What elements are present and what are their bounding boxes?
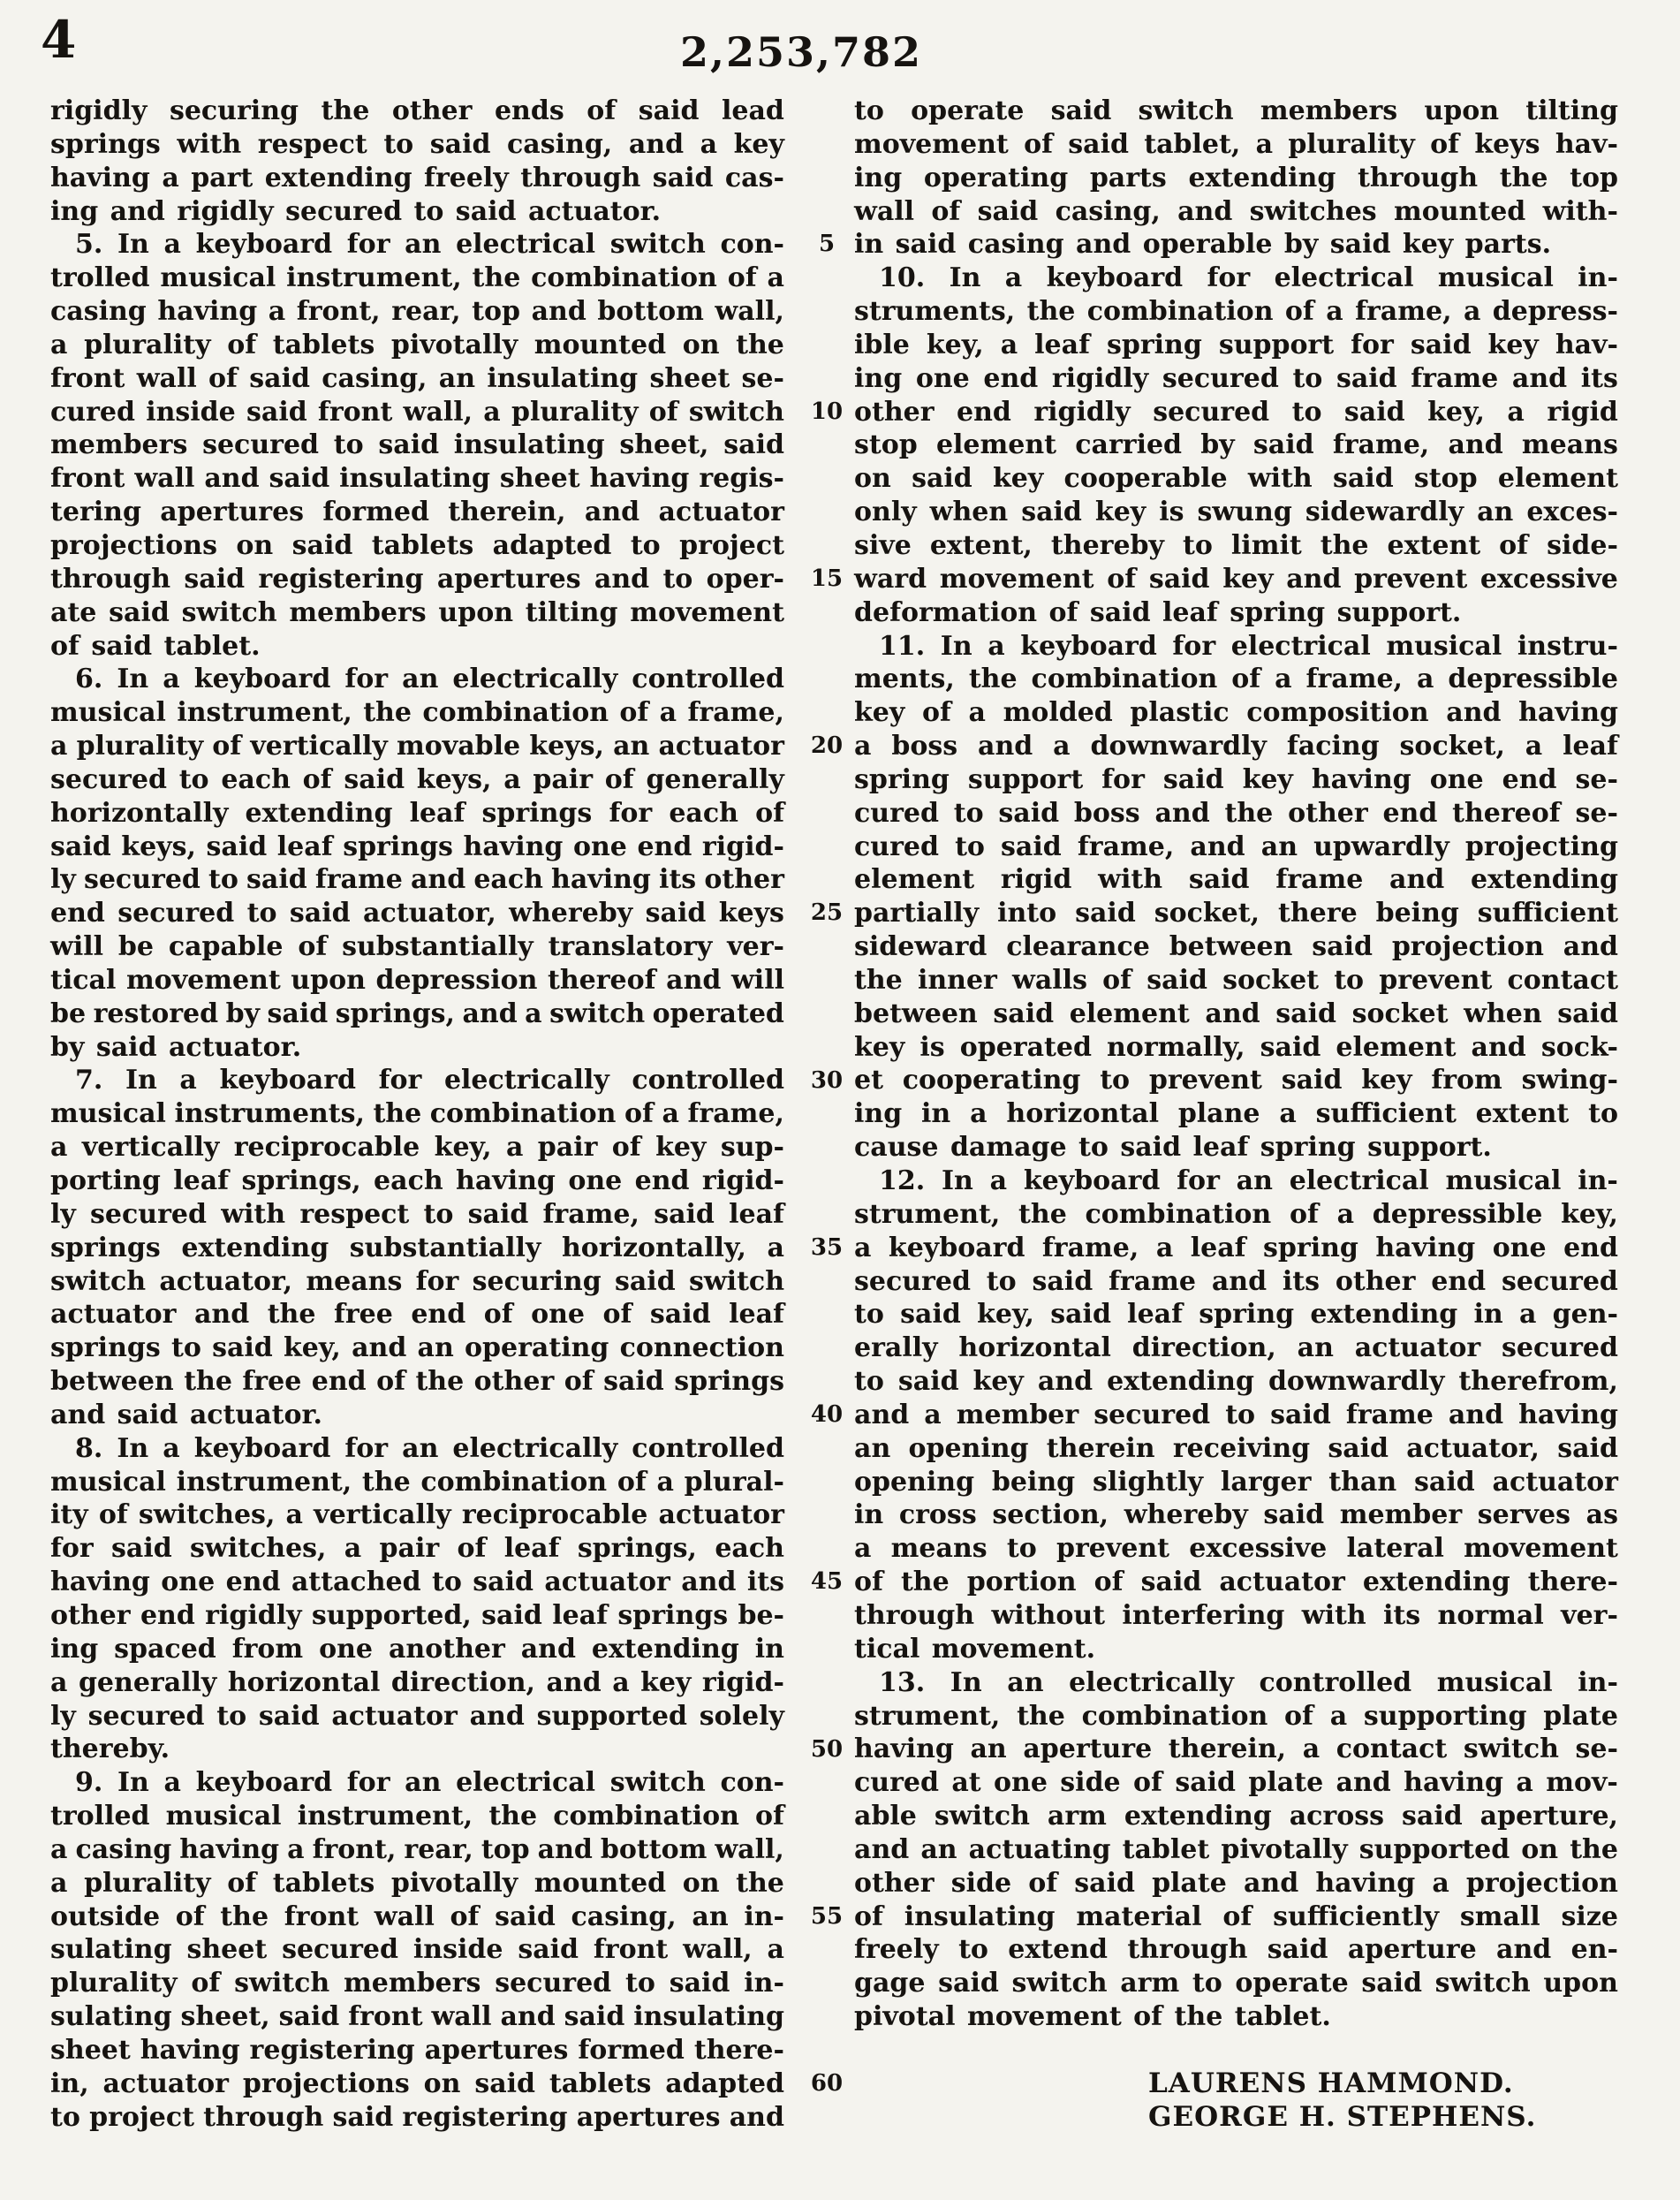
line-number: 25	[810, 899, 844, 927]
text-line: thereby.	[50, 1733, 170, 1765]
line-number: 60	[810, 2070, 844, 2098]
text-line: outside of the front wall of said casing, an in-	[50, 1900, 784, 1932]
line-number: 10	[810, 398, 844, 425]
right-column	[854, 95, 1618, 2133]
text-line: ly secured to said frame and each having its other	[50, 864, 784, 896]
text-line: a casing having a front, rear, top and bottom wall,	[50, 1833, 784, 1865]
text-line: 11. In a keyboard for electrical musical instru-	[879, 630, 1618, 662]
text-line: secured to said frame and its other end secured	[854, 1265, 1618, 1297]
text-line: casing having a front, rear, top and bottom wall,	[50, 296, 784, 328]
text-line: a boss and a downwardly facing socket, a leaf	[854, 731, 1618, 762]
text-line: gage said switch arm to operate said switch upon	[854, 1968, 1618, 1999]
text-line: front wall of said casing, an insulating sheet se-	[50, 362, 784, 394]
text-line: switch actuator, means for securing said switch	[50, 1265, 784, 1297]
text-line: sulating sheet, said front wall and said insulating	[50, 2001, 784, 2033]
text-line: sheet having registering apertures formed there-	[50, 2034, 784, 2066]
text-line: springs extending substantially horizontally, a	[50, 1232, 784, 1263]
text-line: sideward clearance between said projection and	[854, 931, 1618, 963]
text-line: element rigid with said frame and extending	[854, 864, 1618, 896]
text-line: cured to said frame, and an upwardly projecting	[854, 831, 1618, 862]
text-line: actuator and the free end of one of said leaf	[50, 1299, 784, 1331]
text-line: wall of said casing, and switches mounted with-	[854, 195, 1618, 227]
text-line: key is operated normally, said element and sock-	[854, 1031, 1618, 1063]
text-line: other end rigidly supported, said leaf springs be-	[50, 1599, 784, 1631]
text-line: a vertically reciprocable key, a pair of key sup-	[50, 1132, 784, 1164]
text-line: musical instrument, the combination of a frame,	[50, 697, 784, 729]
text-line: et cooperating to prevent said key from swing-	[854, 1065, 1618, 1096]
text-line: ly secured with respect to said frame, said leaf	[50, 1198, 784, 1230]
text-line: plurality of switch members secured to said in-	[50, 1968, 784, 1999]
text-line: having one end attached to said actuator and its	[50, 1567, 784, 1598]
text-line: tical movement.	[854, 1633, 1096, 1665]
text-line: 9. In a keyboard for an electrical switch con-	[75, 1767, 784, 1799]
text-line: musical instruments, the combination of a frame,	[50, 1098, 784, 1130]
text-line: 5. In a keyboard for an electrical switch con-	[75, 229, 784, 261]
text-line: 6. In a keyboard for an electrically controlled	[75, 664, 784, 695]
text-line: rigidly securing the other ends of said lead	[50, 95, 784, 126]
text-line: by said actuator.	[50, 1031, 302, 1063]
text-line: erally horizontal direction, an actuator secured	[854, 1332, 1618, 1364]
text-line: trolled musical instrument, the combination of a	[50, 262, 784, 294]
text-line: through without interfering with its normal ver-	[854, 1599, 1618, 1631]
text-line: pivotal movement of the tablet.	[854, 2001, 1331, 2033]
text-line: a plurality of tablets pivotally mounted on the	[50, 329, 784, 360]
text-line: 8. In a keyboard for an electrically controlled	[75, 1432, 784, 1464]
text-line: an opening therein receiving said actuator, said	[854, 1432, 1618, 1464]
text-line: a generally horizontal direction, and a key rigid-	[50, 1666, 784, 1698]
text-line: front wall and said insulating sheet having regis-	[50, 463, 784, 495]
text-line: and an actuating tablet pivotally supported on the	[854, 1833, 1618, 1865]
text-line: a keyboard frame, a leaf spring having one end	[854, 1232, 1618, 1263]
text-line: projections on said tablets adapted to project	[50, 529, 784, 561]
text-line: on said key cooperable with said stop element	[854, 463, 1618, 495]
text-line: ing one end rigidly secured to said frame and its	[854, 362, 1618, 394]
line-number: 40	[810, 1401, 844, 1429]
text-line: ments, the combination of a frame, a depressible	[854, 664, 1618, 695]
text-line: sulating sheet secured inside said front wall, a	[50, 1934, 784, 1966]
text-line: movement of said tablet, a plurality of keys hav-	[854, 128, 1618, 160]
patent-number: 2,253,782	[679, 28, 923, 76]
page-number: 4	[41, 10, 77, 70]
line-number: 45	[810, 1568, 844, 1596]
text-line: to project through said registering apertures and	[50, 2101, 784, 2133]
text-line: through said registering apertures and to oper-	[50, 563, 784, 595]
line-number: 55	[810, 1902, 844, 1930]
line-number: 35	[810, 1233, 844, 1261]
text-line: will be capable of substantially translatory ver-	[50, 931, 784, 963]
text-line: strument, the combination of a supporting plate	[854, 1700, 1618, 1732]
text-line: cured to said boss and the other end thereof se-	[854, 797, 1618, 829]
text-line: ible key, a leaf spring support for said key hav-	[854, 329, 1618, 360]
text-line: porting leaf springs, each having one end rigid-	[50, 1165, 784, 1196]
text-line: a plurality of tablets pivotally mounted on the	[50, 1867, 784, 1899]
text-line: secured to each of said keys, a pair of generally	[50, 763, 784, 795]
line-number-gutter	[799, 95, 854, 2200]
text-line: 10. In a keyboard for electrical musical in-	[879, 262, 1618, 294]
text-line: 7. In a keyboard for electrically controlled	[75, 1065, 784, 1096]
text-line: springs to said key, and an operating connection	[50, 1332, 784, 1364]
text-line: ing operating parts extending through the top	[854, 162, 1618, 193]
text-line: opening being slightly larger than said actuator	[854, 1466, 1618, 1498]
text-line: the inner walls of said socket to prevent contact	[854, 964, 1618, 996]
text-line: said keys, said leaf springs having one end rigid-	[50, 831, 784, 862]
text-line: partially into said socket, there being sufficient	[854, 898, 1618, 929]
text-line: tical movement upon depression thereof and will	[50, 964, 784, 996]
signature-line: LAURENS HAMMOND.	[1148, 2067, 1514, 2099]
signature-block	[1148, 2067, 1536, 2135]
text-line: of insulating material of sufficiently small size	[854, 1900, 1618, 1932]
text-line: strument, the combination of a depressible key,	[854, 1198, 1618, 1230]
text-line: in, actuator projections on said tablets adapted	[50, 2067, 784, 2099]
text-line: only when said key is swung sidewardly an exces-	[854, 497, 1618, 528]
text-line: ward movement of said key and prevent excessive	[854, 563, 1618, 595]
text-line: 12. In a keyboard for an electrical musical in-	[879, 1165, 1618, 1196]
text-line: end secured to said actuator, whereby said keys	[50, 898, 784, 929]
text-line: to operate said switch members upon tilting	[854, 95, 1618, 126]
text-line: a means to prevent excessive lateral movement	[854, 1533, 1618, 1565]
text-line: ity of switches, a vertically reciprocable actuator	[50, 1499, 784, 1531]
text-line: in said casing and operable by said key parts.	[854, 229, 1552, 261]
line-number: 30	[810, 1066, 844, 1094]
text-line: for said switches, a pair of leaf springs, each	[50, 1533, 784, 1565]
text-line: cause damage to said leaf spring support.	[854, 1132, 1492, 1164]
text-line: between the free end of the other of said springs	[50, 1366, 784, 1398]
text-line: ly secured to said actuator and supported solely	[50, 1700, 784, 1732]
text-line: other end rigidly secured to said key, a rigid	[854, 396, 1618, 428]
text-line: key of a molded plastic composition and having	[854, 697, 1618, 729]
text-line: of the portion of said actuator extending there-	[854, 1567, 1618, 1598]
text-line: ing and rigidly secured to said actuator.	[50, 195, 662, 227]
text-line: to said key, said leaf spring extending in a gen-	[854, 1299, 1618, 1331]
text-line: having an aperture therein, a contact switch se-	[854, 1733, 1618, 1765]
text-line: ate said switch members upon tilting movement	[50, 596, 784, 628]
text-line: 13. In an electrically controlled musical in-	[879, 1666, 1618, 1698]
text-line: struments, the combination of a frame, a depress-	[854, 296, 1618, 328]
left-column	[50, 95, 784, 2134]
text-line: of said tablet.	[50, 630, 261, 662]
text-line: deformation of said leaf spring support.	[854, 596, 1462, 628]
text-line: be restored by said springs, and a switch operated	[50, 998, 784, 1029]
line-number: 5	[818, 231, 836, 258]
text-line: sive extent, thereby to limit the extent of side-	[854, 529, 1618, 561]
text-line: ing in a horizontal plane a sufficient extent to	[854, 1098, 1618, 1130]
text-line: and a member secured to said frame and having	[854, 1399, 1618, 1430]
text-line: horizontally extending leaf springs for each of	[50, 797, 784, 829]
text-line: in cross section, whereby said member serves as	[854, 1499, 1618, 1531]
text-line: between said element and said socket when said	[854, 998, 1618, 1029]
text-line: a plurality of vertically movable keys, an actuator	[50, 731, 784, 762]
text-line: trolled musical instrument, the combination of	[50, 1801, 784, 1832]
text-line: spring support for said key having one end se-	[854, 763, 1618, 795]
text-line: ing spaced from one another and extending in	[50, 1633, 784, 1665]
line-number: 20	[810, 732, 844, 760]
text-line: and said actuator.	[50, 1399, 322, 1430]
text-line: to said key and extending downwardly therefrom,	[854, 1366, 1618, 1398]
text-line: able switch arm extending across said aperture,	[854, 1801, 1618, 1832]
text-line: other side of said plate and having a projection	[854, 1867, 1618, 1899]
text-line: stop element carried by said frame, and means	[854, 429, 1618, 461]
text-line: freely to extend through said aperture and en-	[854, 1934, 1618, 1966]
text-line: cured inside said front wall, a plurality of switch	[50, 396, 784, 428]
text-line: musical instrument, the combination of a plural-	[50, 1466, 784, 1498]
text-line: springs with respect to said casing, and a key	[50, 128, 784, 160]
line-number: 50	[810, 1735, 844, 1763]
text-line: members secured to said insulating sheet, said	[50, 429, 784, 461]
line-number: 15	[810, 565, 844, 592]
text-line: cured at one side of said plate and having a mov-	[854, 1767, 1618, 1799]
text-line: tering apertures formed therein, and actuator	[50, 497, 784, 528]
signature-line: GEORGE H. STEPHENS.	[1148, 2100, 1537, 2133]
text-line: having a part extending freely through said cas-	[50, 162, 784, 193]
